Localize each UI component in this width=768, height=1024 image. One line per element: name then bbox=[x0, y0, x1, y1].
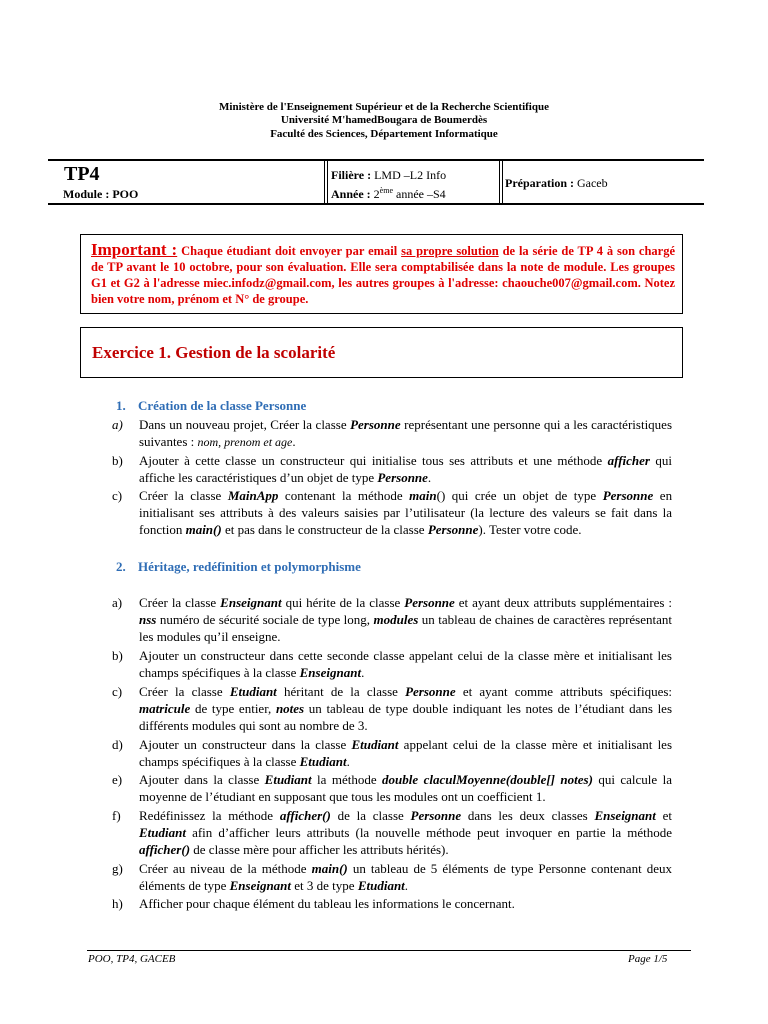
s1-b-end: . bbox=[427, 470, 432, 485]
s1-c-text-3: () qui crée un objet de type bbox=[436, 488, 597, 503]
s2-d-text-2: appelant celui de la classe mère et initialisant les champs spécifiques à la classe bbox=[139, 737, 673, 769]
filiere-value: LMD –L2 Info bbox=[374, 168, 447, 182]
s1-b-class-personne: Personne bbox=[377, 470, 428, 485]
s2-c-text-1: Créer la classe bbox=[139, 684, 223, 699]
section-1-heading bbox=[116, 398, 306, 414]
important-own-solution: sa propre solution bbox=[401, 244, 499, 258]
annee-number: 2 bbox=[373, 187, 380, 201]
s1-c-method-main: main bbox=[409, 488, 437, 503]
s2-a-label: a) bbox=[112, 595, 123, 610]
footer-rule bbox=[87, 950, 691, 951]
footer-course: POO, TP4, GACEB bbox=[88, 953, 176, 965]
s1-b-method-afficher: afficher bbox=[607, 453, 650, 468]
section-2-title: Héritage, redéfinition et polymorphisme bbox=[138, 559, 361, 574]
s2-f-text-1: Redéfinissez la méthode bbox=[139, 808, 274, 823]
s2-f-class-etudiant: Etudiant bbox=[139, 825, 186, 840]
s1-c-text-5: et pas dans le constructeur de la classe bbox=[224, 522, 425, 537]
s1-c-class-personne: Personne bbox=[602, 488, 654, 503]
s2-c-text-5: un tableau de type double indiquant les notes de l’étudiant dans les différents modules qui sont au nombre de 3. bbox=[139, 701, 673, 733]
header-divider-2b bbox=[502, 161, 503, 203]
s2-d-end: . bbox=[346, 754, 350, 769]
s2-e-method-moyenne: double claculMoyenne(double[] notes) bbox=[382, 772, 593, 787]
faculty-line: Faculté des Sciences, Département Informatique bbox=[270, 128, 498, 140]
s2-item-h bbox=[112, 895, 672, 912]
s2-c-class-etudiant: Etudiant bbox=[229, 684, 277, 699]
s2-item-g bbox=[112, 860, 672, 894]
s2-f-method-afficher-2: afficher() bbox=[139, 842, 191, 857]
s1-a-text-2: représentant une personne qui a les caractéristiques suivantes : bbox=[139, 417, 673, 449]
preparation-field bbox=[505, 176, 608, 191]
s1-item-b bbox=[112, 452, 672, 486]
section-2-number: 2. bbox=[116, 559, 126, 574]
s2-item-f bbox=[112, 807, 672, 858]
s2-g-text-2: un tableau de 5 éléments de type Personne contenant deux éléments de type bbox=[139, 861, 673, 893]
s2-b-class-enseignant: Enseignant bbox=[299, 665, 362, 680]
s1-item-c bbox=[112, 487, 672, 538]
s1-b-label: b) bbox=[112, 453, 123, 468]
header-bottom-rule bbox=[48, 203, 704, 205]
s2-item-e bbox=[112, 771, 672, 805]
s2-f-class-personne: Personne bbox=[410, 808, 462, 823]
s1-c-end: ). Tester votre code. bbox=[478, 522, 582, 537]
important-notice bbox=[91, 242, 675, 307]
section-2-heading bbox=[116, 559, 361, 575]
s1-a-attributes: nom, prenom et age bbox=[197, 435, 293, 449]
page-number: Page 1/5 bbox=[628, 953, 668, 965]
annee-sup: ème bbox=[379, 186, 393, 195]
annee-value bbox=[374, 187, 446, 201]
preparation-label: Préparation : bbox=[505, 176, 574, 190]
s2-g-method-main: main() bbox=[311, 861, 348, 876]
s2-f-text-3: dans les deux classes bbox=[467, 808, 588, 823]
header-top-rule bbox=[48, 159, 704, 161]
s2-a-text-3: et ayant deux attributs supplémentaires : bbox=[458, 595, 673, 610]
ministry-line: Ministère de l'Enseignement Supérieur et de la Recherche Scientifique bbox=[219, 101, 549, 113]
s2-c-label: c) bbox=[112, 684, 123, 699]
s1-c-text-2: contenant la méthode bbox=[284, 488, 403, 503]
important-text-2: de la série de TP 4 à son chargé de TP avant le 10 octobre, pour son évaluation. Elle sera comptabilisée dans la note de module. Les groupes G1 et G2 à l'adresse miec.infodz@gmail.com, les autres groupes à l'adresse: chaouche007@gmail.com. Notez bien votre nom, prénom et N° de groupe. bbox=[91, 244, 675, 306]
tp-title: TP4 bbox=[64, 163, 100, 185]
s2-e-label: e) bbox=[112, 772, 123, 787]
s2-h-text-1: Afficher pour chaque élément du tableau les informations le concernant. bbox=[139, 896, 515, 911]
s1-c-label: c) bbox=[112, 488, 123, 503]
section-1-number: 1. bbox=[116, 398, 126, 413]
s2-c-text-3: et ayant comme attributs spécifiques: bbox=[462, 684, 673, 699]
section-1-title: Création de la classe Personne bbox=[138, 398, 307, 413]
exercise-title: Exercice 1. Gestion de la scolarité bbox=[92, 343, 336, 362]
s2-d-class-etudiant: Etudiant bbox=[351, 737, 399, 752]
s1-b-text-2: qui affiche les caractéristiques d’un objet de type bbox=[139, 453, 673, 485]
s2-g-text-1: Créer au niveau de la méthode bbox=[139, 861, 307, 876]
s1-c-class-mainapp: MainApp bbox=[227, 488, 279, 503]
s2-a-attr-nss: nss bbox=[139, 612, 157, 627]
s2-a-text-4: numéro de sécurité sociale de type long, bbox=[159, 612, 371, 627]
important-text-1: Chaque étudiant doit envoyer par email bbox=[181, 244, 398, 258]
s2-g-class-enseignant: Enseignant bbox=[229, 878, 292, 893]
s2-c-class-personne: Personne bbox=[405, 684, 456, 699]
preparation-value: Gaceb bbox=[576, 176, 608, 190]
s2-d-text-1: Ajouter un constructeur dans la classe bbox=[139, 737, 347, 752]
s2-f-class-enseignant: Enseignant bbox=[594, 808, 656, 823]
s2-a-text-2: qui hérite de la classe bbox=[285, 595, 401, 610]
s2-c-attr-matricule: matricule bbox=[139, 701, 191, 716]
s2-f-text-5: afin d’afficher leurs attributs (la nouvelle méthode peut invoquer en partie la méthode bbox=[192, 825, 673, 840]
s2-g-label: g) bbox=[112, 861, 123, 876]
s2-a-text-1: Créer la classe bbox=[139, 595, 217, 610]
s2-f-label: f) bbox=[112, 808, 121, 823]
s2-a-class-enseignant: Enseignant bbox=[220, 595, 282, 610]
s2-a-attr-modules: modules bbox=[373, 612, 419, 627]
annee-label: Année : bbox=[331, 187, 371, 201]
important-label: Important : bbox=[91, 240, 178, 259]
s2-f-text-2: de la classe bbox=[337, 808, 404, 823]
s2-c-text-2: héritant de la classe bbox=[283, 684, 398, 699]
s1-b-text-1: Ajouter à cette classe un constructeur qui initialise tous ses attributs et une méthode bbox=[139, 453, 603, 468]
s2-b-text-1: Ajouter un constructeur dans cette seconde classe appelant celui de la classe mère et initialisant les champs spécifiques à la classe bbox=[139, 648, 672, 680]
s2-f-text-4: et bbox=[662, 808, 673, 823]
s2-c-text-4: de type entier, bbox=[194, 701, 272, 716]
s2-item-c bbox=[112, 683, 672, 734]
annee-rest: année –S4 bbox=[396, 187, 446, 201]
module-label: Module : POO bbox=[63, 187, 139, 201]
s2-g-end: . bbox=[404, 878, 409, 893]
s1-a-end: . bbox=[292, 434, 296, 449]
s2-d-label: d) bbox=[112, 737, 123, 752]
s1-item-a bbox=[112, 416, 672, 451]
s1-c-text-1: Créer la classe bbox=[139, 488, 222, 503]
s2-e-text-3: qui calcule la moyenne de l’étudiant en supposant que tous les modules ont un coefficient 1. bbox=[139, 772, 672, 804]
s2-f-text-6: de classe mère pour afficher les attributs hérités). bbox=[193, 842, 449, 857]
s2-h-label: h) bbox=[112, 896, 123, 911]
header-divider-2 bbox=[499, 161, 500, 203]
s1-a-text-1: Dans un nouveau projet, Créer la classe bbox=[139, 417, 347, 432]
s2-e-text-1: Ajouter dans la classe bbox=[139, 772, 260, 787]
s2-g-text-3: et 3 de type bbox=[294, 878, 355, 893]
s2-d-class-etudiant-2: Etudiant bbox=[299, 754, 347, 769]
s2-f-method-afficher: afficher() bbox=[279, 808, 331, 823]
s2-e-class-etudiant: Etudiant bbox=[264, 772, 312, 787]
s2-a-class-personne: Personne bbox=[404, 595, 455, 610]
s1-c-text-4: en initialisant ses attributs à des valeurs saisies par l’utilisateur (la lecture des valeurs se fait dans la fonction bbox=[139, 488, 673, 537]
s2-a-text-5: un tableau de chaines de caractères représentant les modules qu’il enseigne. bbox=[139, 612, 672, 644]
s2-c-attr-notes: notes bbox=[275, 701, 305, 716]
annee-field bbox=[331, 183, 446, 202]
s2-e-text-2: la méthode bbox=[317, 772, 377, 787]
s2-item-b bbox=[112, 647, 672, 681]
filiere-label: Filière : bbox=[331, 168, 372, 182]
header-divider-1 bbox=[324, 161, 325, 203]
university-line: Université M'hamedBougara de Boumerdès bbox=[280, 114, 488, 126]
s1-a-label: a) bbox=[112, 417, 123, 432]
filiere-field bbox=[331, 168, 446, 183]
s2-item-a bbox=[112, 594, 672, 645]
header-divider-1b bbox=[327, 161, 328, 203]
s2-item-d bbox=[112, 736, 672, 770]
s2-g-class-etudiant: Etudiant bbox=[357, 878, 405, 893]
s2-b-label: b) bbox=[112, 648, 123, 663]
s1-a-class-personne: Personne bbox=[350, 417, 401, 432]
s1-c-method-main-2: main() bbox=[185, 522, 222, 537]
s1-c-class-personne-2: Personne bbox=[427, 522, 479, 537]
s2-b-end: . bbox=[361, 665, 365, 680]
